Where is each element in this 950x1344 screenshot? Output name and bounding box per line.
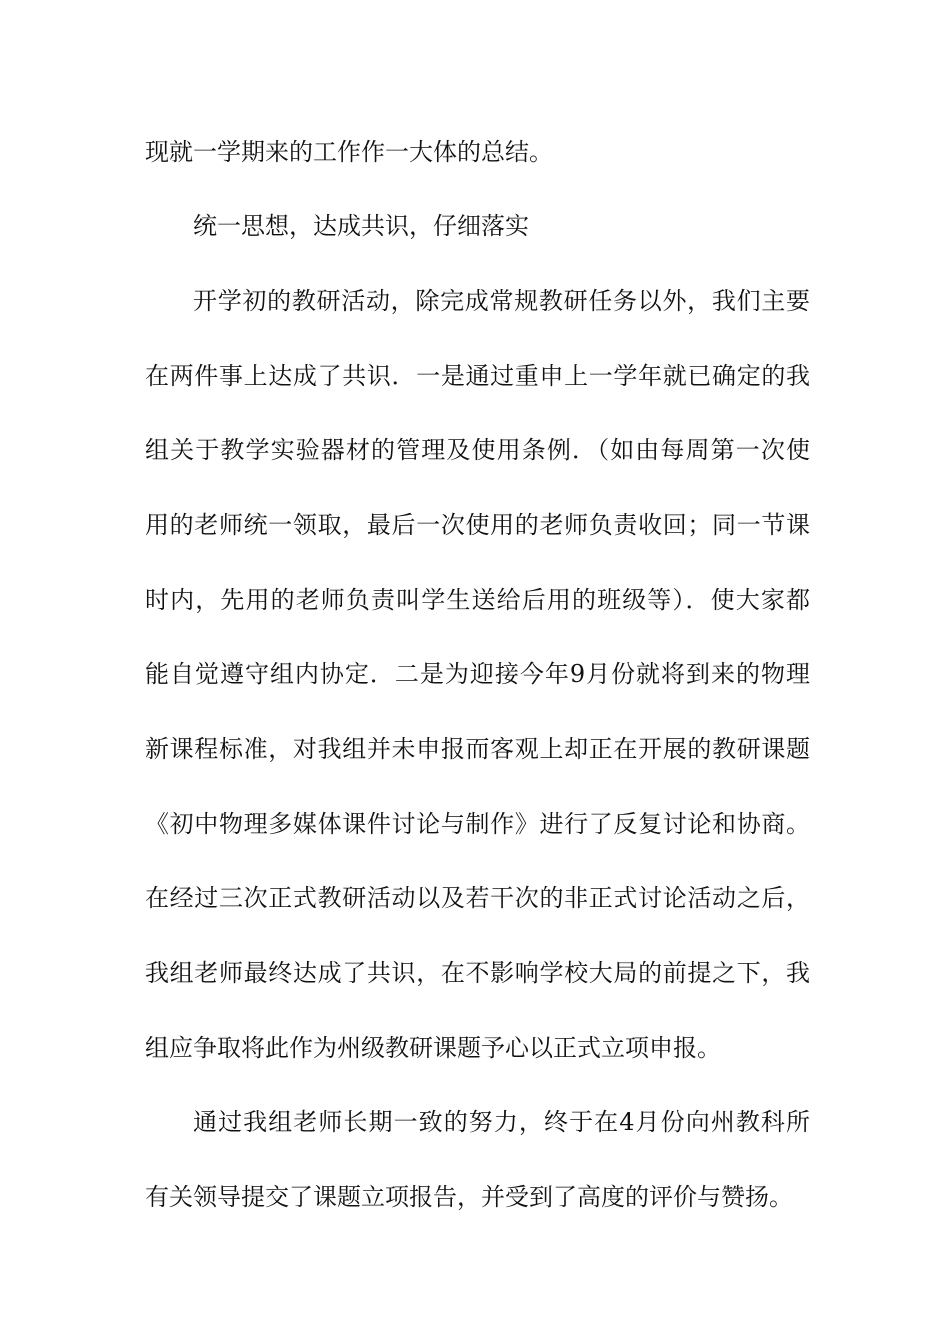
section-heading: 统一思想，达成共识，仔细落实 — [193, 212, 529, 240]
text-line-14: 通过我组老师长期一致的努力，终于在4月份向州教科所 — [193, 1108, 810, 1136]
text-line-7: 时内，先用的老师负责叫学生送给后用的班级等）．使大家都 — [145, 586, 810, 614]
text-line-5: 组关于教学实验器材的管理及使用条例．（如由每周第一次使 — [145, 436, 810, 464]
text-line-1: 现就一学期来的工作作一大体的总结。 — [145, 138, 553, 166]
text-line-9: 新课程标准，对我组并未申报而客观上却正在开展的教研课题 — [145, 735, 810, 763]
text-line-8: 能自觉遵守组内协定．二是为迎接今年9月份就将到来的物理 — [145, 660, 810, 688]
text-line-6: 用的老师统一领取，最后一次使用的老师负责收回；同一节课 — [145, 511, 810, 539]
text-line-10: 《初中物理多媒体课件讨论与制作》进行了反复讨论和协商。 — [145, 810, 810, 838]
text-line-12: 我组老师最终达成了共识，在不影响学校大局的前提之下，我 — [145, 959, 810, 987]
text-line-13: 组应争取将此作为州级教研课题予心以正式立项申报。 — [145, 1034, 721, 1062]
text-line-11: 在经过三次正式教研活动以及若干次的非正式讨论活动之后， — [145, 884, 810, 912]
text-line-15: 有关领导提交了课题立项报告，并受到了高度的评价与赞扬。 — [145, 1183, 793, 1211]
text-line-4: 在两件事上达成了共识．一是通过重申上一学年就已确定的我 — [145, 362, 810, 390]
text-line-3: 开学初的教研活动，除完成常规教研任务以外，我们主要 — [193, 287, 810, 315]
